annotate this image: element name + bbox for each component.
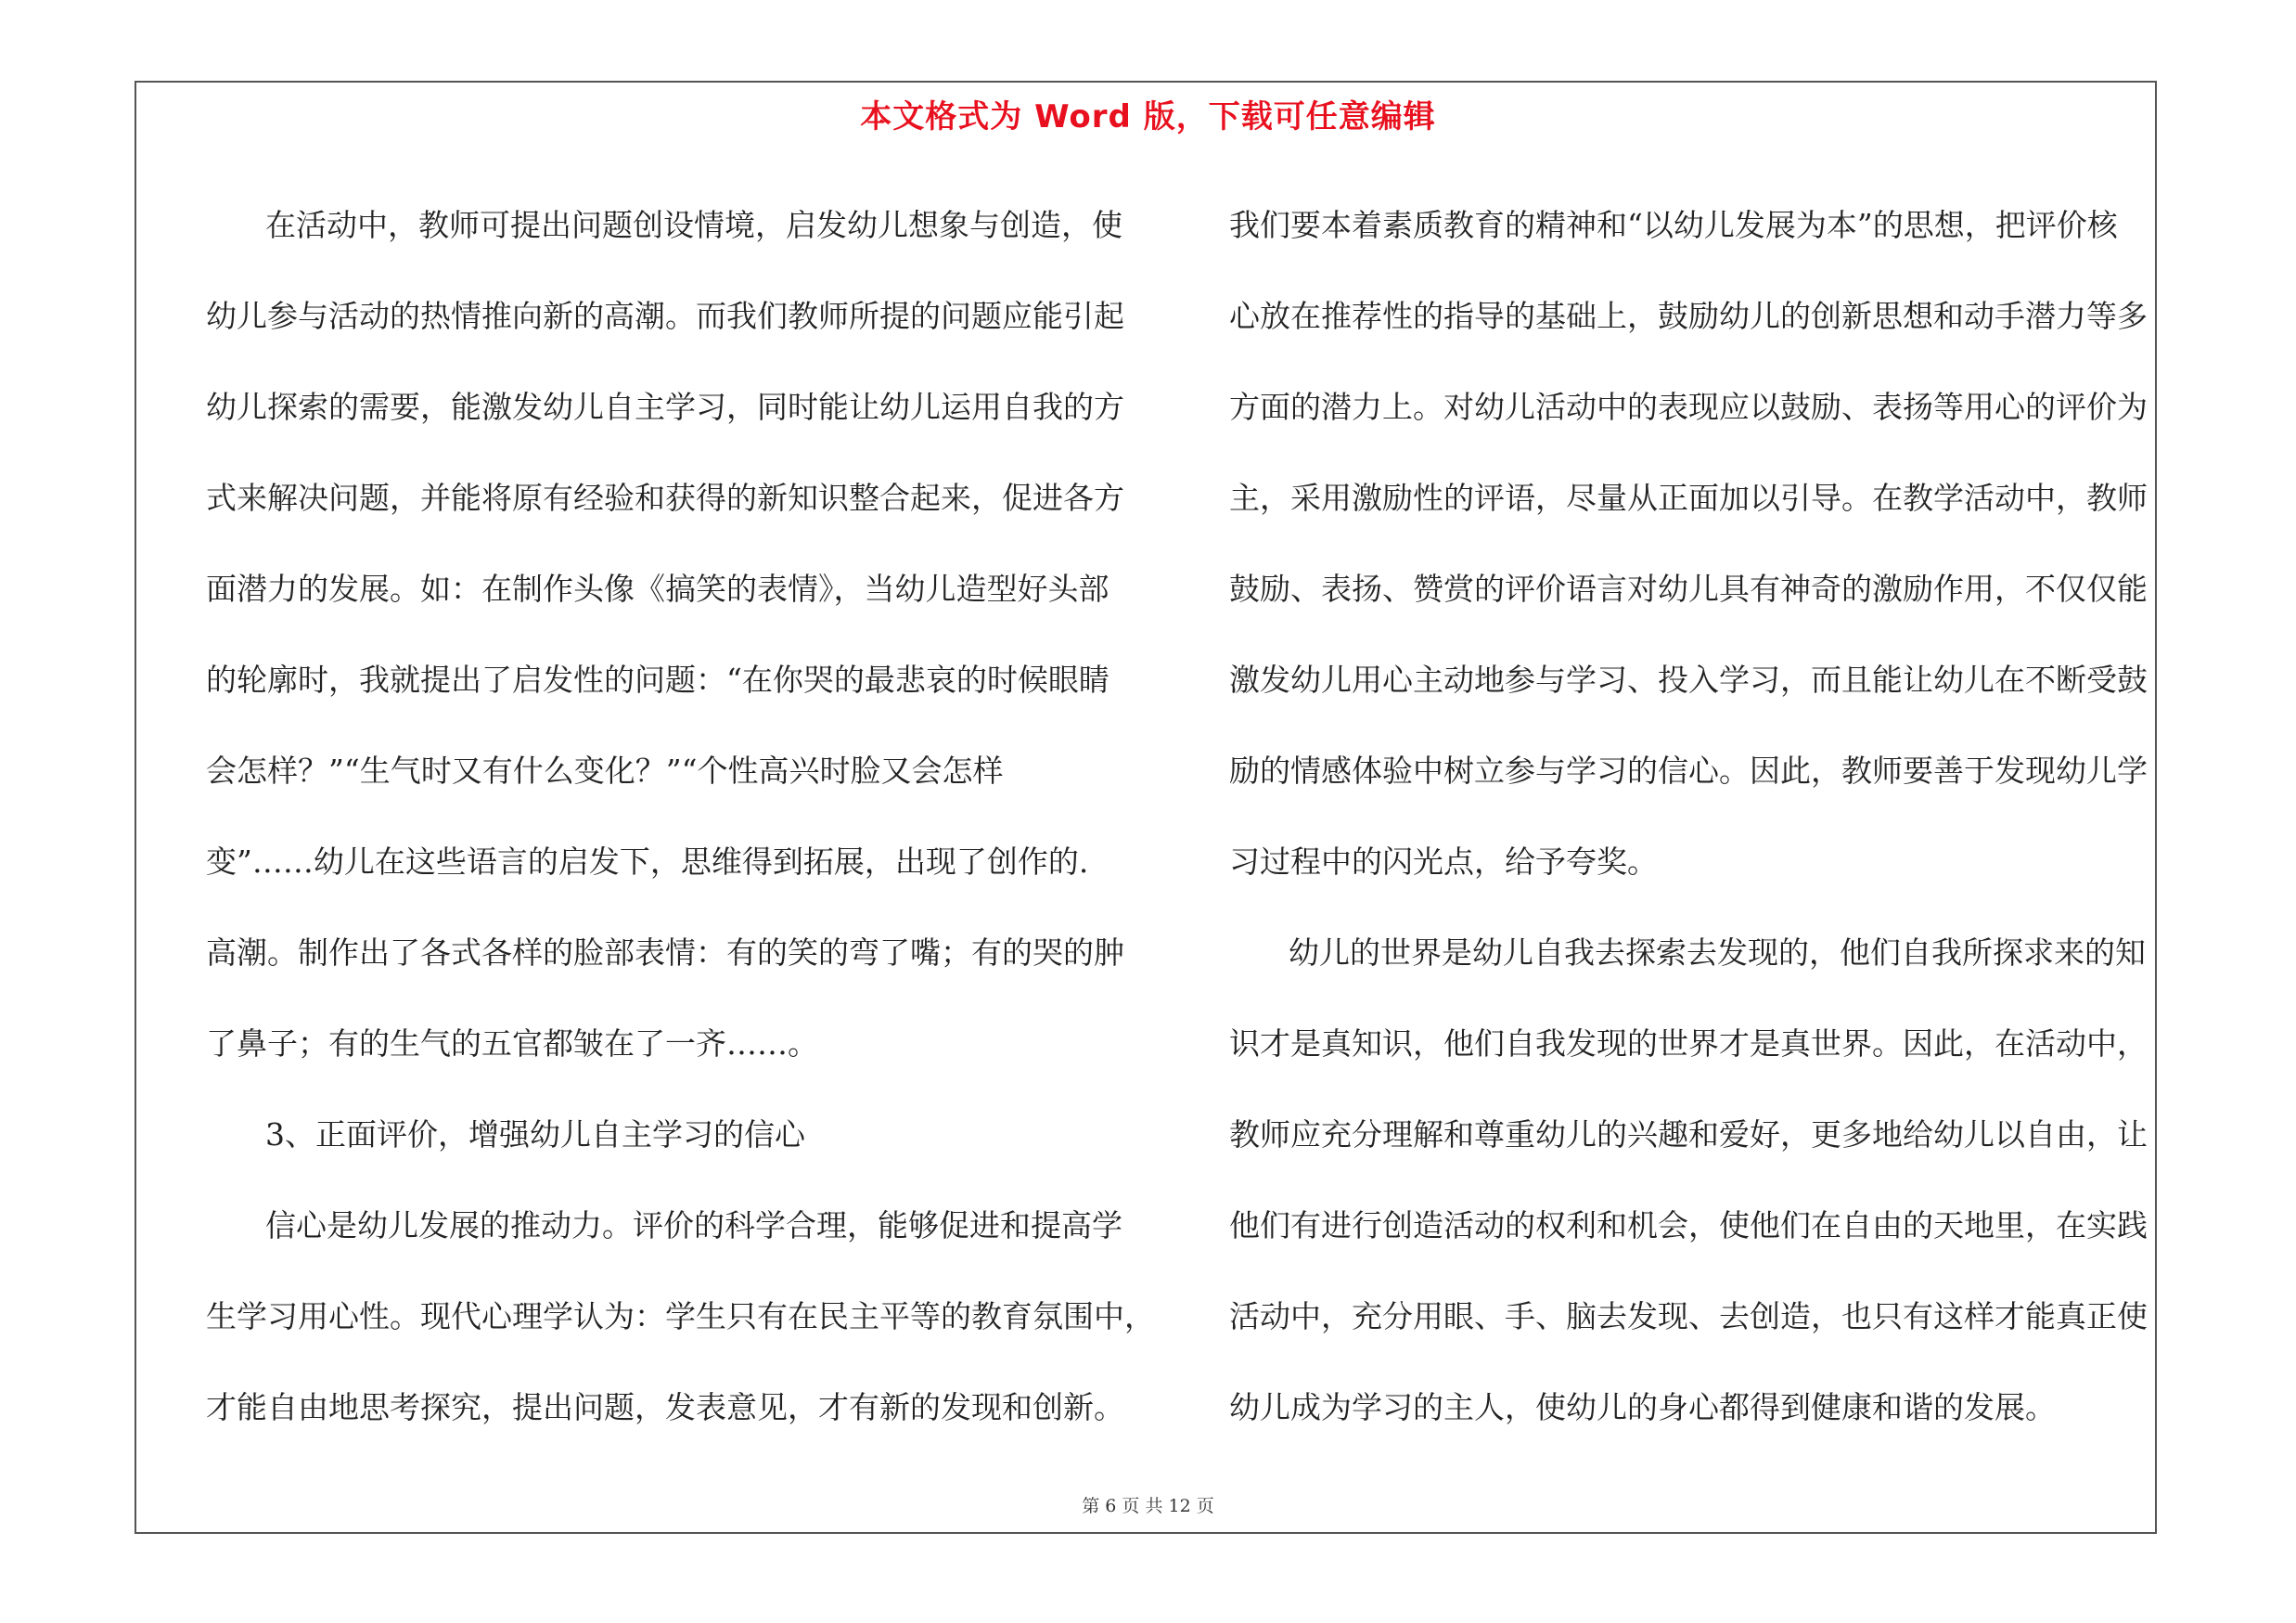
paragraph-line: 式来解决问题，并能将原有经验和获得的新知识整合起来，促进各方 <box>206 480 1124 516</box>
paragraph-line: 激发幼儿用心主动地参与学习、投入学习，而且能让幼儿在不断受鼓 <box>1229 662 2148 698</box>
left-text-column <box>206 180 1155 1453</box>
paragraph-line: 幼儿参与活动的热情推向新的高潮。而我们教师所提的问题应能引起 <box>206 298 1124 334</box>
paragraph-line: 才能自由地思考探究，提出问题，发表意见，才有新的发现和创新。 <box>206 1389 1124 1425</box>
paragraph-line: 变”……幼儿在这些语言的启发下，思维得到拓展，出现了创作的. <box>206 844 1089 880</box>
page-number-footer: 第 6 页 共 12 页 <box>1082 1496 1214 1516</box>
document-header-title: 本文格式为 Word 版，下载可任意编辑 <box>860 98 1436 135</box>
paragraph-line: 的轮廓时，我就提出了启发性的问题：“在你哭的最悲哀的时候眼睛 <box>206 662 1110 698</box>
paragraph-line: 教师应充分理解和尊重幼儿的兴趣和爱好，更多地给幼儿以自由，让 <box>1229 1116 2148 1153</box>
paragraph-line: 面潜力的发展。如：在制作头像《搞笑的表情》，当幼儿造型好头部 <box>206 571 1110 607</box>
paragraph-line: 他们有进行创造活动的权利和机会，使他们在自由的天地里，在实践 <box>1229 1207 2148 1243</box>
paragraph-line: 幼儿的世界是幼儿自我去探索去发现的，他们自我所探求来的知 <box>1289 934 2146 971</box>
paragraph-line: 幼儿成为学习的主人，使幼儿的身心都得到健康和谐的发展。 <box>1229 1389 2056 1425</box>
paragraph-line: 鼓励、表扬、赞赏的评价语言对幼儿具有神奇的激励作用，不仅仅能 <box>1229 571 2148 607</box>
paragraph-line: 励的情感体验中树立参与学习的信心。因此，教师要善于发现幼儿学 <box>1229 753 2148 789</box>
paragraph-line: 了鼻子；有的生气的五官都皱在了一齐……。 <box>206 1025 818 1062</box>
paragraph-line: 方面的潜力上。对幼儿活动中的表现应以鼓励、表扬等用心的评价为 <box>1229 389 2148 425</box>
paragraph-line: 高潮。制作出了各式各样的脸部表情：有的笑的弯了嘴；有的哭的肿 <box>206 934 1124 971</box>
section-heading: 3、正面评价，增强幼儿自主学习的信心 <box>265 1116 805 1153</box>
paragraph-line: 生学习用心性。现代心理学认为：学生只有在民主平等的教育氛围中， <box>206 1298 1155 1334</box>
paragraph-line: 会怎样？”“生气时又有什么变化？”“个性高兴时脸又会怎样 <box>206 753 1004 789</box>
paragraph-line: 我们要本着素质教育的精神和“以幼儿发展为本”的思想，把评价核 <box>1229 207 2118 243</box>
paragraph-line: 信心是幼儿发展的推动力。评价的科学合理，能够促进和提高学 <box>265 1207 1122 1243</box>
paragraph-line: 幼儿探索的需要，能激发幼儿自主学习，同时能让幼儿运用自我的方 <box>206 389 1124 425</box>
paragraph-line: 在活动中，教师可提出问题创设情境，启发幼儿想象与创造，使 <box>265 207 1122 243</box>
paragraph-line: 心放在推荐性的指导的基础上，鼓励幼儿的创新思想和动手潜力等多 <box>1229 298 2148 334</box>
right-text-column <box>1229 180 2166 1453</box>
paragraph-line: 识才是真知识，他们自我发现的世界才是真世界。因此，在活动中， <box>1229 1025 2148 1062</box>
paragraph-line: 主，采用激励性的评语，尽量从正面加以引导。在教学活动中，教师 <box>1229 480 2148 516</box>
paragraph-line: 活动中，充分用眼、手、脑去发现、去创造，也只有这样才能真正使 <box>1229 1298 2148 1334</box>
paragraph-line: 习过程中的闪光点，给予夸奖。 <box>1229 844 1658 880</box>
